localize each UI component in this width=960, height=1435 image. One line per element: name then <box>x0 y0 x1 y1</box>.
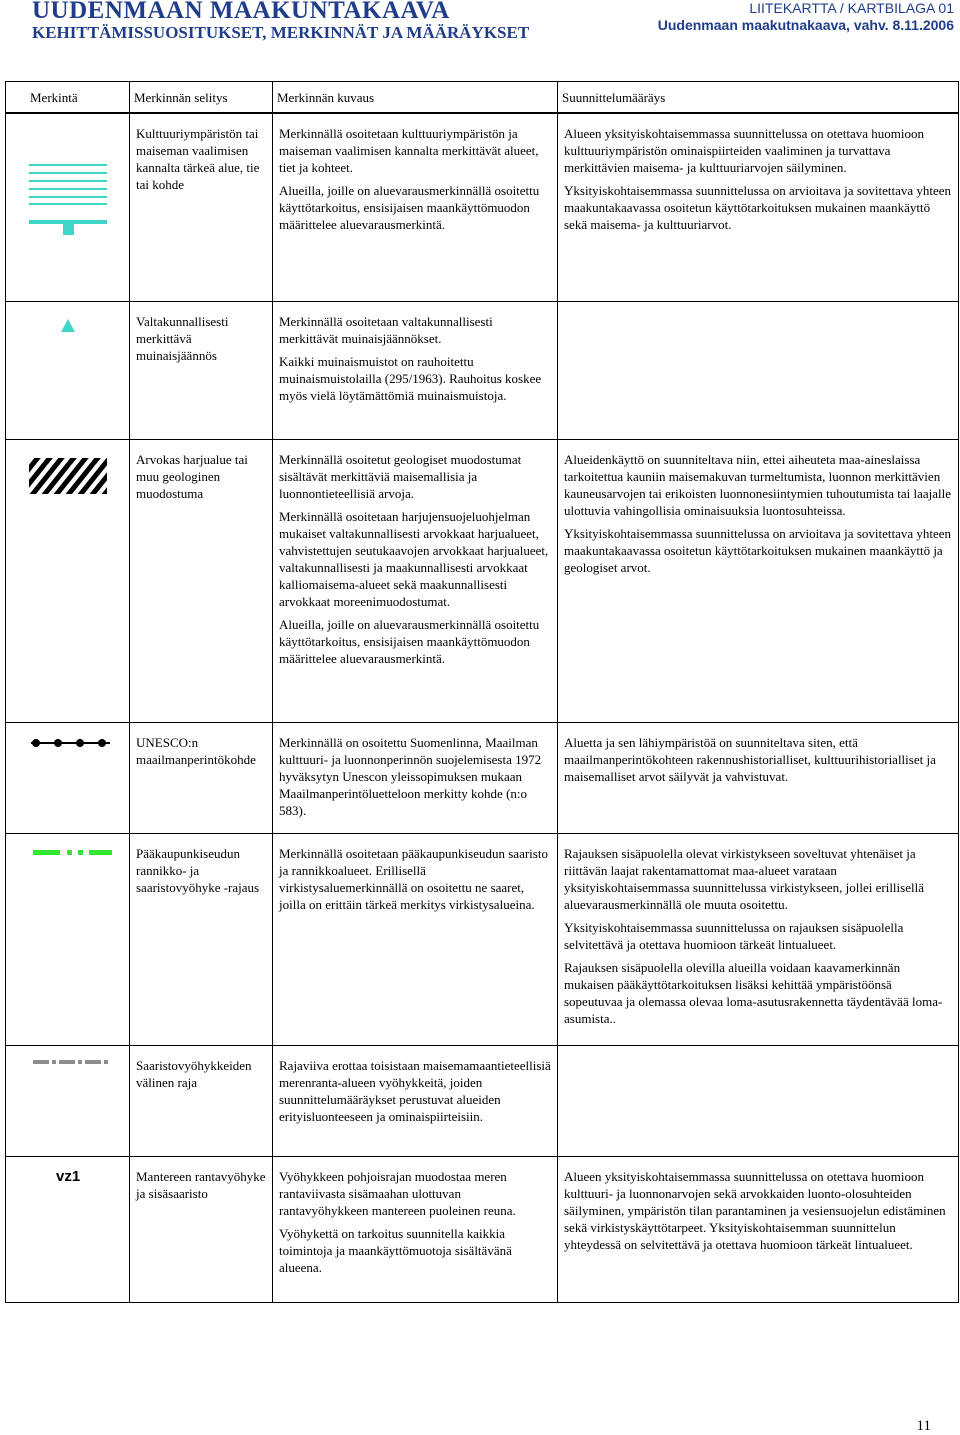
symbol-cell <box>6 722 130 833</box>
version-label: Uudenmaan maakutnakaava, vahv. 8.11.2006 <box>657 17 954 33</box>
document-subtitle: KEHITTÄMISSUOSITUKSET, MERKINNÄT JA MÄÄRÄYKSET <box>32 23 530 42</box>
table-row <box>6 301 959 439</box>
column-header-symbol: Merkintä <box>6 82 130 114</box>
description-cell: Merkinnällä osoitetut geologiset muodostumat sisältävät merkittäviä maisemallisia ja luonnontieteellisiä arvoja. Merkinnällä osoitetaan harjujensuojeluohjelman mukaiset valtakunnallisesti arvokkaat harjualueet, vahvistettujen seutukaavojen arvokkaat harjualueet, valtakunnallisesti ja maakunnallisesti arvokkaat kalliomaisema-alueet sekä maakunnallisesti arvokkaat moreenimuodostumat. Alueilla, joille on aluevarausmerkinnällä osoitettu käyttötarkoitus, ensisijaisen maankäyttömuodon määrittelee aluevarausmerkintä. <box>273 439 558 722</box>
regulation-cell: Alueen yksityiskohtaisemmassa suunnittelussa on otettava huomioon kulttuuriympäristön ominaispiirteiden vaaliminen ja turvattava merkittävien maisema- ja kulttuuriarvojen säilyminen. Yksityiskohtaisemmassa suunnittelussa on arvioitava ja sovitettava yhteen maakuntakaavassa osoitetun käyttötarkoituksen mukainen maankäyttö sekä maisema- ja kulttuuriarvot. <box>558 113 959 301</box>
explanation-cell: Kulttuuriympäristön tai maiseman vaalimisen kannalta tärkeä alue, tie tai kohde <box>130 113 273 301</box>
legend-table <box>5 81 959 1303</box>
table-row <box>6 113 959 301</box>
dotted-line-icon <box>6 723 130 763</box>
regulation-cell <box>558 301 959 439</box>
column-header-description: Merkinnän kuvaus <box>273 82 558 114</box>
description-cell: Merkinnällä osoitetaan valtakunnallisesti merkittävät muinaisjäännökset. Kaikki muinaismuistot on rauhoitettu muinaismuistolailla (295/1963). Rauhoitus koskee myös vielä löytämättömiä muinaismuistoja. <box>273 301 558 439</box>
green-dash-icon <box>6 834 130 874</box>
landscape-stripes-symbol <box>6 114 130 224</box>
explanation-cell: Valtakunnallisesti merkittävä muinaisjäännös <box>130 301 273 439</box>
regulation-cell: Alueidenkäyttö on suunniteltava niin, ettei aiheuteta maa-aineslaissa tarkoitettua kauniin maisemakuvan turmeltumista, luonnon merkittävien kauneusarvojen tai erikoisten luonnonesiintymien tuhoutumista tai laajalle ulottuvia vahingollisia ominaisuuksia luontosuhteissa. Yksityiskohtaisemmassa suunnittelussa on arvioitava ja sovitettava yhteen maakuntakaavassa osoitetun käyttötarkoituksen mukainen maankäyttö ja geologiset arvot. <box>558 439 959 722</box>
description-cell: Rajaviiva erottaa toisistaan maisemamaantieteellisiä merenranta-alueen vyöhykkeitä, joiden suunnittelumääräykset perustuvat alueiden erityisluonteeseen ja ominaispiirteisiin. <box>273 1045 558 1156</box>
table-row <box>6 1156 959 1302</box>
table-row <box>6 833 959 1045</box>
explanation-cell: Mantereen rantavyöhyke ja sisäsaaristo <box>130 1156 273 1302</box>
page-number: 11 <box>916 1418 931 1434</box>
description-cell: Merkinnällä osoitetaan kulttuuriympäristön ja maiseman vaalimisen kannalta merkittävät alueet, tiet ja kohteet. Alueilla, joille on aluevarausmerkinnällä osoitettu käyttötarkoitus, ensisijaisen maankäyttömuodon määrittelee aluevarausmerkintä. <box>273 113 558 301</box>
description-cell: Merkinnällä on osoitettu Suomenlinna, Maailman kulttuuri- ja luonnonperinnön suojelemisesta 1972 hyväksytyn Unescon yleissopimuksen mukaan Maailmanperintöluetteloon merkitty kohde (n:o 583). <box>273 722 558 833</box>
hatched-square-icon <box>6 440 130 500</box>
explanation-cell: Arvokas harjualue tai muu geologinen muodostuma <box>130 439 273 722</box>
table-row <box>6 439 959 722</box>
table-header-row <box>6 82 959 114</box>
symbol-cell <box>6 833 130 1045</box>
regulation-cell <box>558 1045 959 1156</box>
attachment-label: LIITEKARTTA / KARTBILAGA 01 <box>749 0 954 16</box>
document-title: UUDENMAAN MAAKUNTAKAAVA <box>32 0 450 24</box>
explanation-cell: Saaristovyöhykkeiden välinen raja <box>130 1045 273 1156</box>
explanation-cell: UNESCO:n maailmanperintökohde <box>130 722 273 833</box>
symbol-cell <box>6 301 130 439</box>
explanation-cell: Pääkaupunkiseudun rannikko- ja saaristovyöhyke -rajaus <box>130 833 273 1045</box>
regulation-cell: Rajauksen sisäpuolella olevat virkistykseen soveltuvat yhtenäiset ja riittävän laajat rakentamattomat maa-alueet varataan yksityiskohtaisemmassa suunnittelussa virkistykseen, jollei erillisellä aluevarausmerkinnällä ole muuta osoitettu. Yksityiskohtaisemmassa suunnittelussa on rajauksen sisäpuolella selvitettävä ja otettava huomioon tärkeät lintualueet. Rajauksen sisäpuolella olevilla alueilla voidaan kaavamerkinnän mukaisen pääkäyttötarkoituksen lisäksi kehittää ympäristöönsä sopeutuvaa ja olemassa olevaa loma-asutusrakennetta täydentävää loma-asumista.. <box>558 833 959 1045</box>
description-cell: Merkinnällä osoitetaan pääkaupunkiseudun saaristo ja rannikkoalueet. Erillisellä virkistysaluemerkinnällä on osoitettu ne saaret, joilla on erittäin tärkeä merkitys virkistysalueina. <box>273 833 558 1045</box>
symbol-cell <box>6 113 130 301</box>
column-header-explanation: Merkinnän selitys <box>130 82 273 114</box>
grey-dashdot-icon <box>6 1046 130 1086</box>
regulation-cell: Aluetta ja sen lähiympäristöä on suunniteltava siten, että maailmanperintökohteen rakennushistorialliset, kulttuurihistorialliset ja maisemalliset arvot säilyvät ja vahvistuvat. <box>558 722 959 833</box>
triangle-icon <box>6 302 130 342</box>
column-header-regulation: Suunnittelumääräys <box>558 82 959 114</box>
symbol-cell <box>6 1156 130 1302</box>
page-header <box>0 0 960 48</box>
regulation-cell: Alueen yksityiskohtaisemmassa suunnittelussa on otettava huomioon kulttuuri- ja luonnonarvojen sekä arvokkaiden luonto-olosuhteiden säilyminen, ympäristön tilan parantaminen ja vesiensuojelun edistäminen sekä virkistyskäyttötarpeet. Yksityiskohtaisemman suunnittelun yhteydessä on selvitettävä ja otettava huomioon tärkeät lintualueet. <box>558 1156 959 1302</box>
vz1-label-icon: vz1 <box>56 1167 81 1185</box>
table-row <box>6 722 959 833</box>
description-cell: Vyöhykkeen pohjoisrajan muodostaa meren rantaviivasta sisämaahan ulottuvan rantavyöhykkeen mantereen puoleinen reuna. Vyöhykettä on tarkoitus suunnitella kaikkia toimintoja ja maankäyttömuotoja sisältävänä alueena. <box>273 1156 558 1302</box>
table-row <box>6 1045 959 1156</box>
symbol-cell <box>6 1045 130 1156</box>
symbol-cell <box>6 439 130 722</box>
